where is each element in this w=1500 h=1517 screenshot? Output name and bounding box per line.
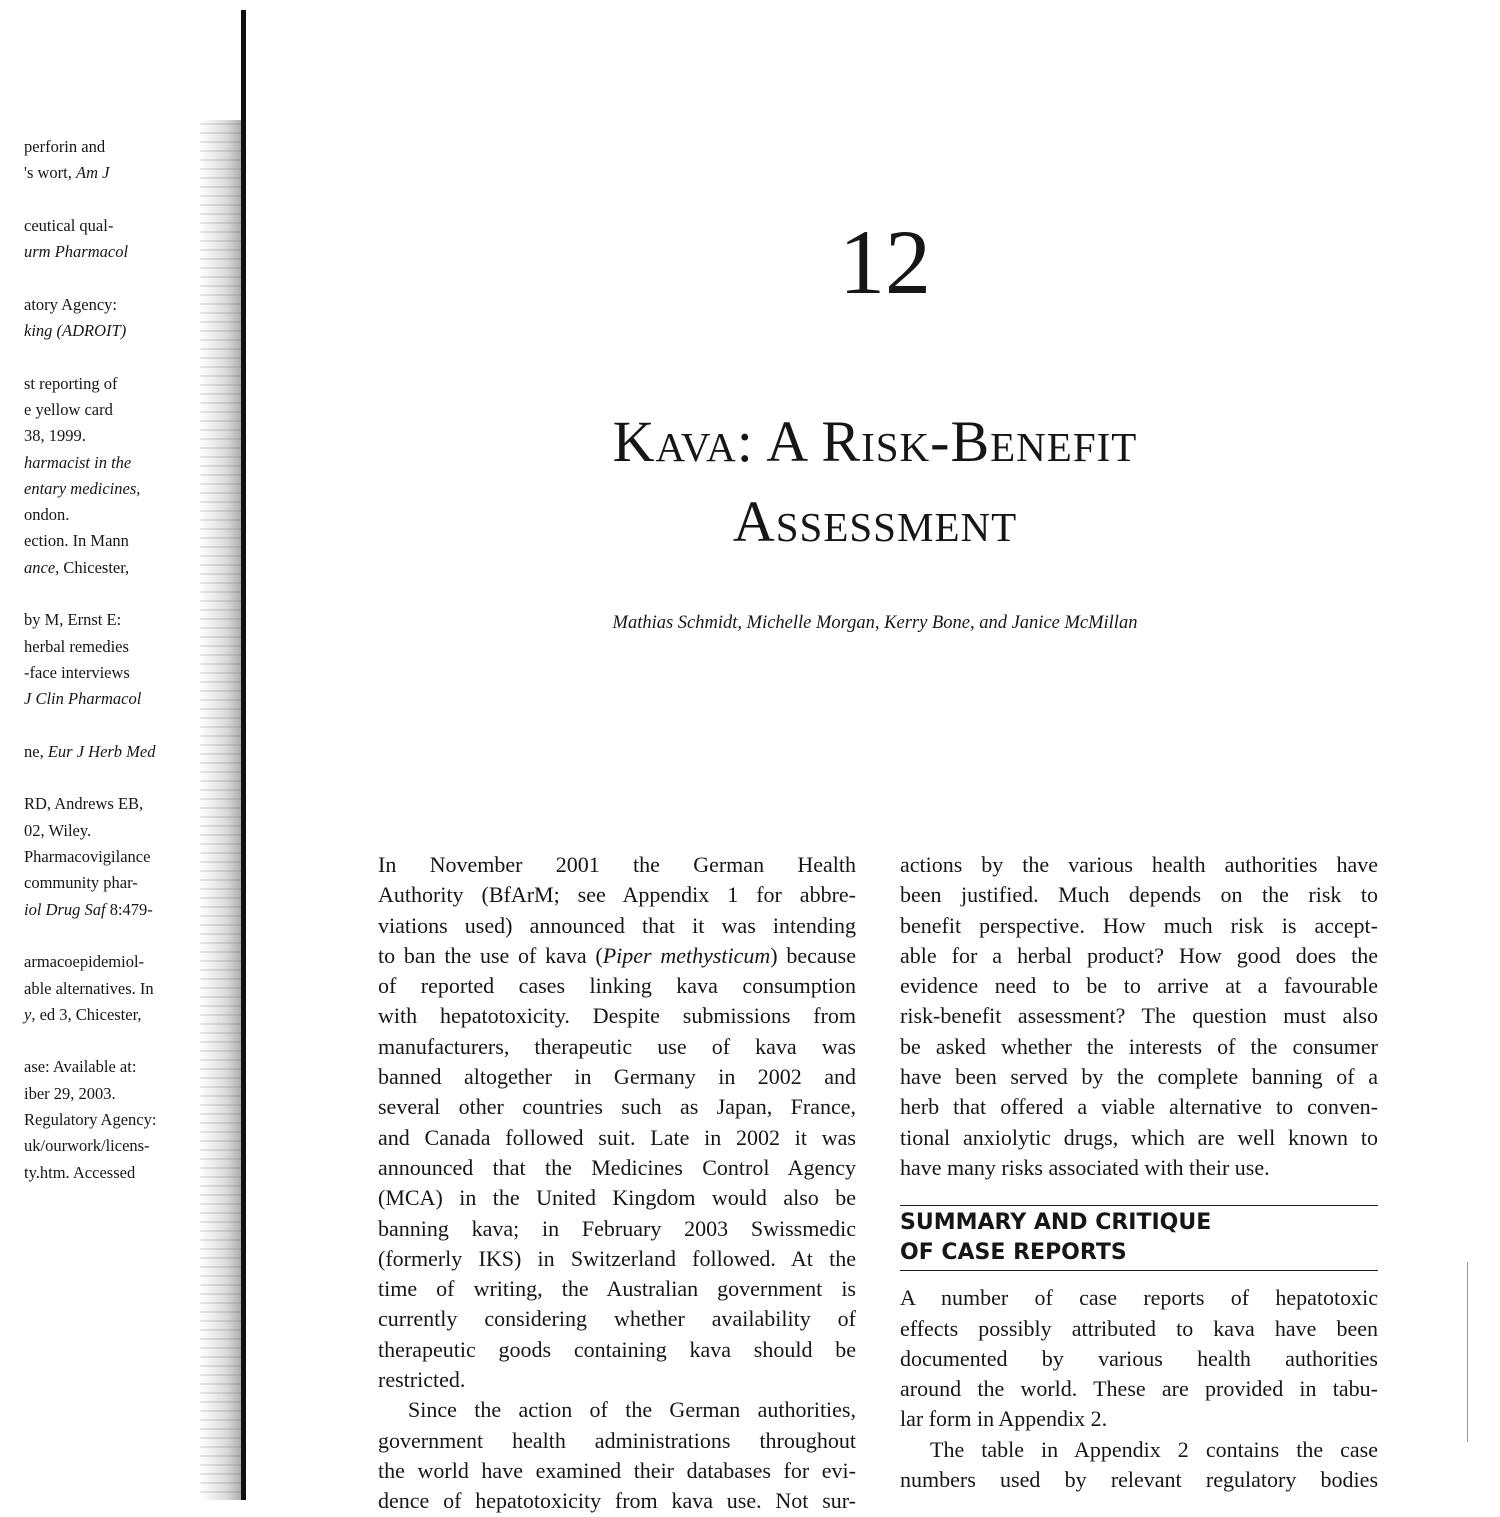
reference-line: 02, Wiley. [24, 820, 92, 840]
reference-line: uk/ourwork/licens- [24, 1136, 150, 1156]
chapter-number: 12 [839, 211, 931, 313]
reference-line: ondon. [24, 505, 70, 525]
text-line: Since the action of the German authorities, [408, 1397, 856, 1423]
text-segment: ) because [770, 942, 856, 968]
reference-line [24, 476, 204, 502]
reference-line [24, 581, 204, 607]
italic-text: Eur J Herb Med [47, 741, 156, 761]
reference-line: Regulatory Agency: [24, 1109, 157, 1129]
italic-text: urm Pharmacol [24, 242, 129, 262]
text-line: banning kava; in February 2003 Swissmedic [378, 1215, 856, 1241]
text-line: banned altogether in Germany in 2002 and [378, 1064, 856, 1090]
text-segment: 8:479- [105, 899, 153, 919]
reference-line: e yellow card [24, 399, 113, 419]
text-line: time of writing, the Australian government is [378, 1276, 856, 1302]
chapter-title-line-1: Kava: A Risk-Benefit [612, 409, 1138, 474]
text-line: numbers used by relevant regulatory bodies [900, 1467, 1378, 1493]
reference-line: RD, Andrews EB, [24, 794, 144, 814]
reference-line: ty.htm. Accessed [24, 1162, 136, 1182]
italic-text: entary medicines, [24, 478, 141, 498]
text-line: announced that the Medicines Control Agency [378, 1154, 856, 1180]
reference-line [24, 1028, 204, 1054]
text-line: several other countries such as Japan, France, [378, 1094, 856, 1120]
text-line [378, 941, 856, 971]
reference-line: atory Agency: [24, 294, 118, 314]
paragraph [378, 1395, 856, 1516]
text-line: be asked whether the interests of the consumer [900, 1033, 1378, 1059]
text-line: actions by the various health authorities have [900, 852, 1378, 877]
reference-line: iber 29, 2003. [24, 1083, 116, 1103]
reference-line [24, 686, 204, 712]
reference-line [24, 1002, 204, 1028]
scan-edge-mark [1467, 1262, 1468, 1442]
italic-text: Am J [76, 163, 110, 183]
text-line: (formerly IKS) in Switzerland followed. At the [378, 1245, 856, 1271]
text-line: have been served by the complete banning of a [900, 1064, 1378, 1090]
text-segment: Chicester, [59, 557, 130, 577]
text-segment: 's wort, [24, 163, 77, 183]
reference-line: ection. In Mann [24, 531, 129, 551]
reference-line [24, 713, 204, 739]
reference-line: by M, Ernst E: [24, 610, 122, 630]
paragraph [378, 850, 856, 1395]
left-text-column [378, 850, 856, 1517]
reference-line: 38, 1999. [24, 426, 86, 446]
reference-line: -face interviews [24, 662, 130, 682]
text-line: with hepatotoxicity. Despite submissions from [378, 1003, 856, 1029]
chapter-title-line-2: Assessment [732, 489, 1018, 554]
right-text-column [900, 850, 1378, 1495]
reference-line [24, 897, 204, 923]
text-line: evidence need to be to arrive at a favourable [900, 973, 1378, 999]
reference-line: community phar- [24, 873, 138, 893]
reference-line [24, 765, 204, 791]
text-segment: to ban the use of kava ( [378, 942, 603, 968]
reference-line: st reporting of [24, 373, 118, 393]
reference-line: armacoepidemiol- [24, 952, 145, 972]
reference-line [24, 923, 204, 949]
reference-line: ase: Available at: [24, 1057, 137, 1077]
text-line: and Canada followed suit. Late in 2002 it was [378, 1124, 856, 1150]
reference-line: herbal remedies [24, 636, 129, 656]
text-line: therapeutic goods containing kava should be [378, 1336, 856, 1362]
intro-paragraph-continued [900, 850, 1378, 1183]
text-line: A number of case reports of hepatotoxic [900, 1285, 1378, 1311]
text-line: been justified. Much depends on the risk to [900, 882, 1378, 908]
scan-gutter-shadow [200, 120, 245, 1500]
section-heading-line-2: OF CASE REPORTS [900, 1240, 1127, 1266]
reference-line [24, 739, 204, 765]
italic-text: ance, [24, 557, 60, 577]
text-line: currently considering whether availability of [378, 1306, 856, 1332]
text-segment: ne, [24, 741, 48, 761]
italic-text: iol Drug Saf [24, 899, 106, 919]
text-line: documented by various health authorities [900, 1345, 1378, 1371]
text-line: dence of hepatotoxicity from kava use. Not sur- [378, 1488, 856, 1514]
text-line: (MCA) in the United Kingdom would also be [378, 1185, 856, 1211]
italic-text: Piper methysticum [602, 942, 771, 968]
text-line: In November 2001 the German Health [378, 852, 856, 877]
text-segment: , ed 3, Chicester, [31, 1004, 142, 1024]
text-line: manufacturers, therapeutic use of kava was [378, 1033, 856, 1059]
paragraph [900, 1435, 1378, 1496]
text-line: of reported cases linking kava consumption [378, 973, 856, 999]
reference-line [24, 318, 204, 344]
text-line: risk-benefit assessment? The question must also [900, 1003, 1378, 1029]
paragraph [900, 850, 1378, 1183]
italic-text: y [24, 1004, 32, 1024]
reference-line: perforin and [24, 137, 106, 156]
reference-line: able alternatives. In [24, 978, 154, 998]
text-line: tional anxiolytic drugs, which are well known to [900, 1124, 1378, 1150]
reference-line [24, 160, 204, 186]
text-line: around the world. These are provided in tabu- [900, 1376, 1378, 1402]
chapter-authors: Mathias Schmidt, Michelle Morgan, Kerry Bone, and Janice McMillan [612, 613, 1138, 633]
reference-line [24, 555, 204, 581]
reference-line [24, 187, 204, 213]
text-line: herb that offered a viable alternative to conven- [900, 1094, 1378, 1120]
text-line: the world have examined their databases for evi- [378, 1457, 856, 1483]
text-line: effects possibly attributed to kava have been [900, 1315, 1378, 1341]
text-line: benefit perspective. How much risk is accept- [900, 912, 1378, 938]
section-body [900, 1283, 1378, 1495]
text-line: restricted. [378, 1367, 466, 1393]
reference-line: Pharmacovigilance [24, 847, 151, 867]
text-line: lar form in Appendix 2. [900, 1406, 1108, 1432]
reference-line [24, 344, 204, 370]
section-heading-line-1: SUMMARY AND CRITIQUE [900, 1210, 1212, 1236]
text-line: have many risks associated with their use. [900, 1154, 1270, 1180]
reference-line [24, 450, 204, 476]
text-line: able for a herbal product? How good does the [900, 942, 1378, 968]
paragraph [900, 1283, 1378, 1434]
text-line: viations used) announced that it was intending [378, 912, 856, 938]
text-line: Authority (BfArM; see Appendix 1 for abbre- [378, 882, 856, 908]
text-line: government health administrations throughout [378, 1427, 856, 1453]
reference-line: ceutical qual- [24, 215, 114, 235]
italic-text: harmacist in the [24, 452, 132, 472]
italic-text: J Clin Pharmacol [24, 689, 142, 709]
section-heading [900, 1205, 1378, 1271]
text-line: The table in Appendix 2 contains the case [930, 1436, 1378, 1462]
italic-text: king (ADROIT) [24, 321, 127, 341]
